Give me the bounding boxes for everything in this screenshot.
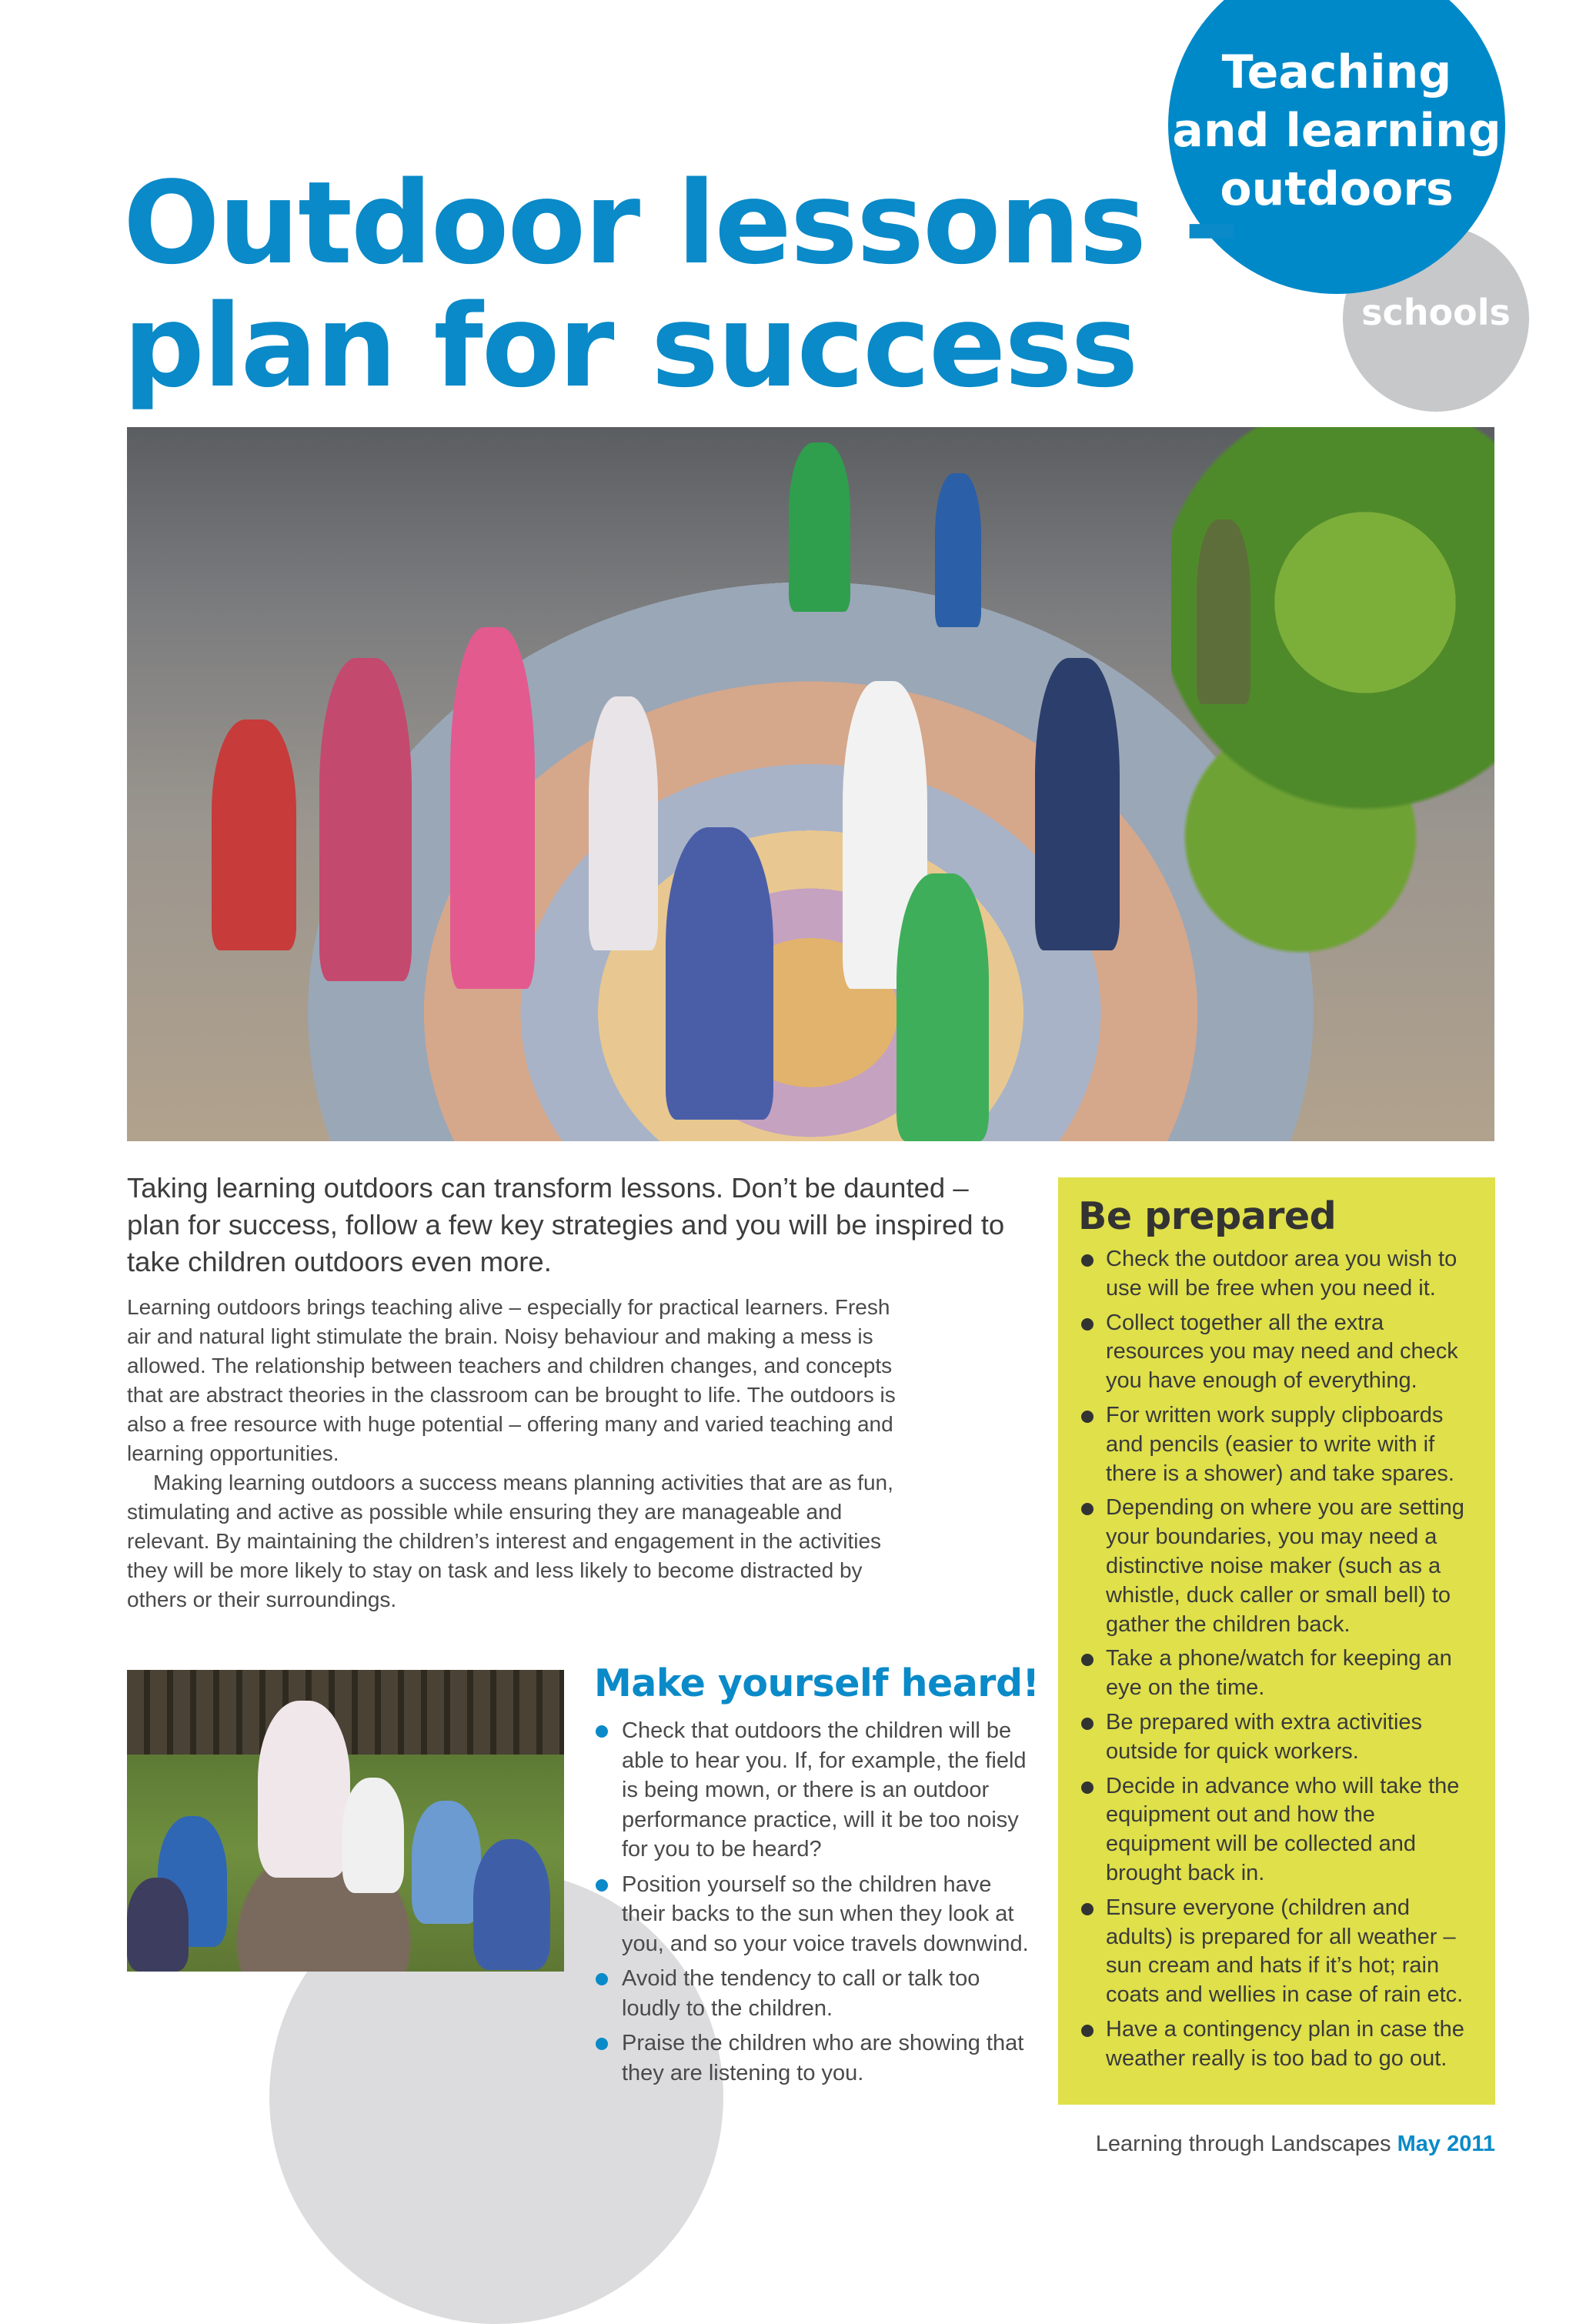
footer-publication: Learning through Landscapes [1095,2132,1397,2156]
list-item [1078,1494,1481,1639]
list-item-text: For written work supply clipboards and pencils (easier to write with if there is a shower) and take spares. [1106,1402,1454,1486]
bullet-icon [596,1973,608,1985]
list-item-text: Avoid the tendency to call or talk too loudly to the children. [622,1966,980,2021]
list-item [1078,1772,1481,1888]
list-item-text: Praise the children who are showing that they are listening to you. [622,2031,1024,2085]
list-item-text: Decide in advance who will take the equipment out and how the equipment will be collected and brought back in. [1106,1773,1460,1885]
list-item-text: Position yourself so the children have their backs to the sun when they look at you, and so your voice travels downwind. [622,1872,1029,1956]
photo-figure [342,1778,404,1893]
photo-figure [127,1878,189,1972]
list-item [594,1964,1040,2023]
list-item-text: Collect together all the extra resources you may need and check you have enough of everything. [1106,1310,1458,1394]
body-paragraph-1: Learning outdoors brings teaching alive – especially for practical learners. Fresh air and natural light stimulate the brain. Noisy behaviour and making a mess is allowed. The relationship between teachers and children changes, and concepts that are abstract theories in the classroom can be brought to life. The outdoors is also a free resource with huge potential – offering many and varied teaching and learning opportunities. [127,1295,896,1465]
photo-figure [473,1839,550,1970]
photo-fence [127,1670,564,1755]
list-item-text: Take a phone/watch for keeping an eye on the time. [1106,1646,1452,1701]
bullet-icon [596,2038,608,2050]
list-item-text: Check that outdoors the children will be able to hear you. If, for example, the field is being mown, or there is an outdoor performance practice, will it be too noisy for you to be heard? [622,1718,1027,1862]
photo-figure [589,696,658,950]
photo-figure [1035,658,1120,950]
list-item [1078,1644,1481,1703]
list-item [1078,1401,1481,1488]
list-item [1078,1309,1481,1396]
make-yourself-heard-list [594,1716,1040,2088]
photo-figure [212,720,296,950]
be-prepared-list [1078,1245,1481,2074]
list-item [594,1870,1040,1959]
photo-figure [789,442,850,612]
list-item [1078,1245,1481,1304]
make-yourself-heard-heading: Make yourself heard! [594,1661,1040,1705]
section-badge-line-3: outdoors [1220,162,1454,216]
photo-teacher-with-children [127,1670,564,1972]
make-yourself-heard-section [594,1661,1040,2093]
photo-figure [319,658,412,981]
photo-figure [1197,519,1250,704]
photo-trees [1171,427,1494,1012]
list-item-text: Ensure everyone (children and adults) is prepared for all weather – sun cream and hats if it’s hot; rain coats and wellies in case of rain etc. [1106,1895,1464,2008]
bullet-icon [596,1725,608,1738]
list-item [1078,1894,1481,2010]
list-item-text: Depending on where you are setting your boundaries, you may need a distinctive noise maker (such as a whistle, duck caller or small bell) to gather the children back. [1106,1495,1464,1637]
section-badge-line-1: Teaching [1221,45,1452,99]
bullet-icon [1081,1654,1094,1666]
photo-figure [258,1701,350,1878]
bullet-icon [1081,1903,1094,1915]
page-footer [1096,2132,1495,2157]
photo-figure [935,473,981,627]
body-paragraph-2: Making learning outdoors a success means planning activities that are as fun, stimulating and active as possible while ensuring they are manageable and relevant. By maintaining the children’s interest and engagement in the activities they will be more likely to stay on task and less likely to become distracted by others or their surroundings. [127,1471,893,1611]
bullet-icon [1081,2025,1094,2037]
be-prepared-box [1058,1177,1495,2105]
list-item-text: Check the outdoor area you wish to use will be free when you need it. [1106,1247,1457,1301]
main-photo-children-with-sticks [127,427,1494,1141]
list-item-text: Have a contingency plan in case the weather really is too bad to go out. [1106,2016,1464,2071]
footer-date: May 2011 [1397,2132,1495,2156]
list-item [1078,1708,1481,1767]
photo-figure [897,873,989,1141]
schools-badge-label: schools [1361,292,1511,333]
be-prepared-heading: Be prepared [1078,1194,1337,1238]
photo-figure [666,827,773,1120]
bullet-icon [596,1879,608,1892]
photo-figure [412,1801,481,1924]
bullet-icon [1081,1718,1094,1730]
page-title-line-2: plan for success [123,280,1137,412]
list-item-text: Be prepared with extra activities outside for quick workers. [1106,1709,1423,1764]
page-title [123,157,1239,412]
intro-lead: Taking learning outdoors can transform lessons. Don’t be daunted – plan for success, follow a few key strategies and you will be inspired to take children outdoors even more. [127,1172,1005,1277]
photo-figure [450,627,535,989]
bullet-icon [1081,1781,1094,1794]
bullet-icon [1081,1411,1094,1423]
body-text [127,1293,912,1614]
list-item [1078,2015,1481,2074]
bullet-icon [1081,1318,1094,1331]
list-item [594,1716,1040,1865]
list-item [594,2028,1040,2088]
section-badge-line-2: and learning [1172,104,1501,158]
bullet-icon [1081,1503,1094,1515]
page-title-line-1: Outdoor lessons – [123,157,1239,289]
bullet-icon [1081,1254,1094,1267]
